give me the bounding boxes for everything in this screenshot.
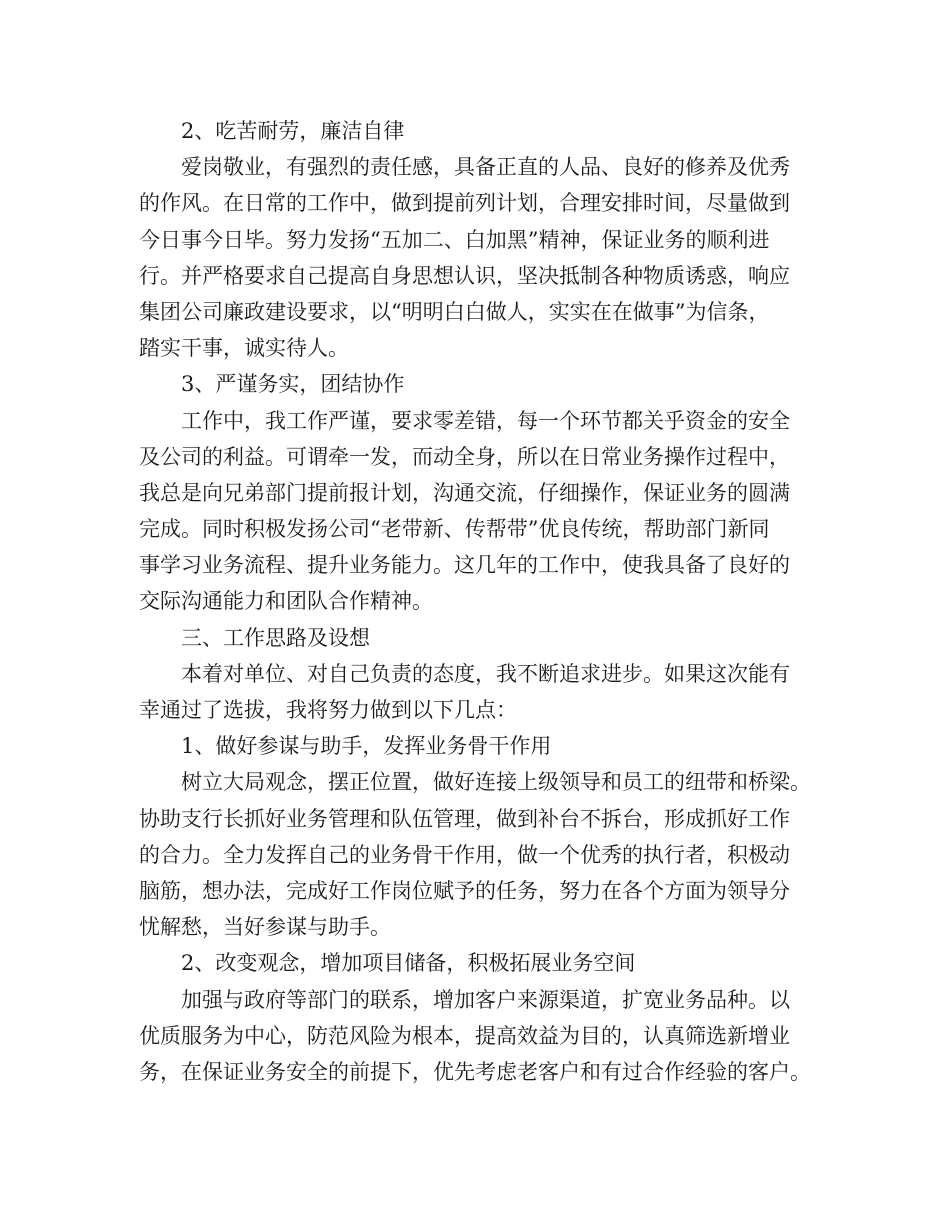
paragraph-line: 交际沟通能力和团队合作精神。 [139,589,433,614]
paragraph-line: 务，在保证业务安全的前提下，优先考虑老客户和有过合作经验的客户。 [139,1059,811,1084]
paragraph-line: 优质服务为中心，防范风险为根本，提高效益为目的，认真筛选新增业 [139,1023,790,1048]
paragraph-line: 幸通过了选拔，我将努力做到以下几点： [139,698,517,722]
paragraph-line: 我总是向兄弟部门提前报计划，沟通交流，仔细操作，保证业务的圆满 [139,480,790,505]
paragraph-first-line: 爱岗敬业，有强烈的责任感，具备正直的人品、良好的修养及优秀 [181,155,790,180]
paragraph-first-line: 加强与政府等部门的联系，增加客户来源渠道，扩宽业务品种。以 [181,987,790,1012]
paragraph-line: 行。并严格要求自己提高自身思想认识，坚决抵制各种物质诱惑，响应 [139,263,790,288]
paragraph-line: 踏实干事，诚实待人。 [139,336,349,361]
paragraph-line: 完成。同时积极发扬公司“老带新、传帮带”优良传统，帮助部门新同 [139,517,770,542]
paragraph-line: 协助支行长抓好业务管理和队伍管理，做到补台不拆台，形成抓好工作 [139,806,790,831]
paragraph-first-line: 2、吃苦耐劳，廉洁自律 [181,119,405,143]
paragraph-line: 脑筋，想办法，完成好工作岗位赋予的任务，努力在各个方面为领导分 [139,878,790,903]
paragraph-line: 的合力。全力发挥自己的业务骨干作用，做一个优秀的执行者，积极动 [139,842,790,867]
document-body [139,113,819,1090]
paragraph-first-line: 2、改变观念，增加项目储备，积极拓展业务空间 [181,951,636,976]
paragraph-first-line: 三、工作思路及设想 [181,625,370,650]
paragraph-first-line: 本着对单位、对自己负责的态度，我不断追求进步。如果这次能有 [181,661,790,686]
paragraph-line: 事学习业务流程、提升业务能力。这几年的工作中，使我具备了良好的 [139,553,790,578]
paragraph-line: 的作风。在日常的工作中，做到提前列计划，合理安排时间，尽量做到 [139,191,790,216]
paragraph-first-line: 1、做好参谋与助手，发挥业务骨干作用 [181,734,552,759]
paragraph-line: 集团公司廉政建设要求，以“明明白白做人，实实在在做事”为信条， [139,299,770,324]
paragraph-first-line: 3、严谨务实，团结协作 [181,372,405,397]
paragraph-line: 及公司的利益。可谓牵一发，而动全身，所以在日常业务操作过程中， [139,444,790,469]
paragraph-line: 忧解愁，当好参谋与助手。 [139,915,391,940]
paragraph-first-line: 工作中，我工作严谨，要求零差错，每一个环节都关乎资金的安全 [181,408,790,433]
paragraph-first-line: 树立大局观念，摆正位置，做好连接上级领导和员工的纽带和桥梁。 [181,770,811,795]
paragraph-line: 今日事今日毕。努力发扬“五加二、白加黑”精神，保证业务的顺利进 [139,227,770,252]
